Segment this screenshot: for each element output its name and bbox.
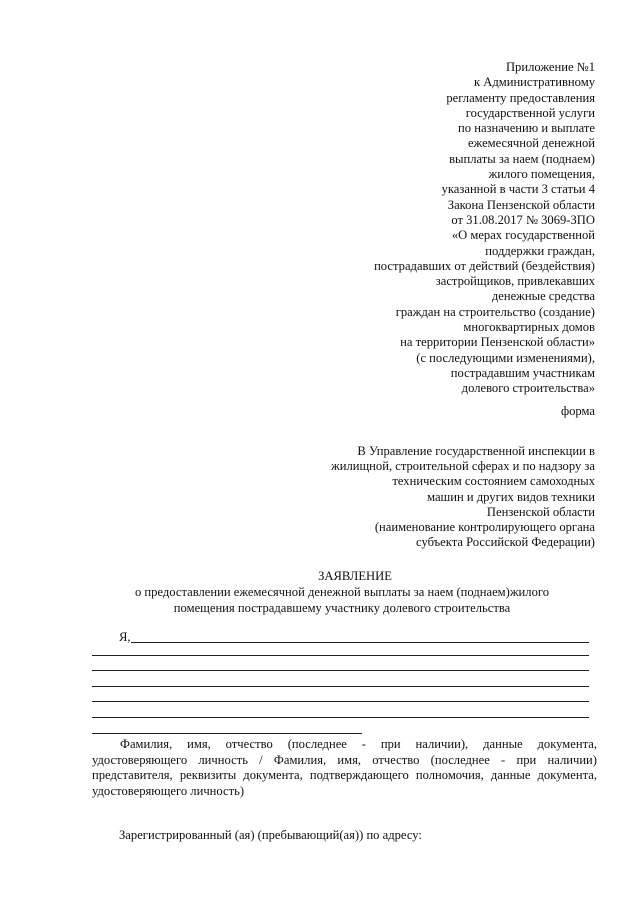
appendix-line: от 31.08.2017 № 3069-ЗПО — [451, 212, 595, 227]
appendix-line: пострадавших от действий (бездействия) — [374, 258, 595, 273]
appendix-header — [295, 60, 595, 397]
statement-subtitle-line: помещения пострадавшему участнику долевого строительства — [173, 600, 511, 615]
appendix-line: на территории Пензенской области» — [400, 335, 595, 350]
appendix-line: ежемесячной денежной — [467, 136, 595, 151]
applicant-details-short-line[interactable] — [92, 733, 362, 734]
registered-address-label: Зарегистрированный (ая) (пребывающий(ая)) по адресу: — [119, 828, 422, 842]
appendix-line: поддержки граждан, — [485, 243, 595, 258]
appendix-line: денежные средства — [491, 289, 595, 304]
recipient-line: жилищной, строительной сферах и по надзору за — [331, 459, 595, 474]
applicant-label: Я, — [119, 630, 131, 644]
applicant-name-field[interactable] — [131, 642, 589, 643]
recipient-line: субъекта Российской Федерации) — [416, 535, 595, 550]
appendix-line: «О мерах государственной — [451, 228, 595, 243]
recipient-line: В Управление государственной инспекции в — [357, 444, 595, 458]
applicant-details-line[interactable] — [92, 717, 589, 718]
appendix-line: граждан на строительство (создание) — [395, 304, 595, 319]
statement-subtitle — [92, 585, 592, 616]
appendix-line: застройщиков, привлекавших — [435, 274, 595, 289]
appendix-line: многоквартирных домов — [463, 320, 595, 335]
appendix-line: долевого строительства» — [461, 381, 595, 396]
recipient-block — [265, 444, 595, 550]
appendix-line: государственной услуги — [465, 105, 595, 120]
applicant-field-hint: Фамилия, имя, отчество (последнее - при наличии), данные документа, удостоверяющего личность / Фамилия, имя, отчество (последнее - при наличии) представителя, реквизиты документа, подтверждающего полномочия, данные документа, удостоверяющего личность) — [92, 737, 597, 798]
recipient-line: машин и других видов техники — [427, 489, 595, 504]
recipient-line: Пензенской области — [486, 504, 595, 519]
appendix-line: указанной в части 3 статьи 4 — [441, 182, 595, 197]
appendix-line: Приложение №1 — [505, 60, 595, 74]
appendix-line: по назначению и выплате — [458, 121, 595, 136]
recipient-line: (наименование контролирующего органа — [374, 520, 595, 535]
applicant-details-line[interactable] — [92, 655, 589, 656]
appendix-line: к Административному — [473, 75, 595, 90]
statement-subtitle-line: о предоставлении ежемесячной денежной выплаты за наем (поднаем)жилого — [134, 585, 550, 599]
recipient-line: техническим состоянием самоходных — [392, 474, 595, 489]
form-label: форма — [560, 404, 595, 418]
appendix-line: пострадавшим участникам — [450, 365, 595, 380]
appendix-line: жилого помещения, — [488, 167, 595, 182]
applicant-details-line[interactable] — [92, 686, 589, 687]
appendix-line: (с последующими изменениями), — [416, 350, 595, 365]
appendix-line: выплаты за наем (поднаем) — [449, 151, 595, 166]
applicant-name-row[interactable] — [119, 630, 589, 644]
statement-title: ЗАЯВЛЕНИЕ — [318, 569, 392, 583]
appendix-line: Закона Пензенской области — [447, 197, 595, 212]
appendix-line: регламенту предоставления — [446, 90, 595, 105]
applicant-details-line[interactable] — [92, 701, 589, 702]
applicant-details-line[interactable] — [92, 670, 589, 671]
